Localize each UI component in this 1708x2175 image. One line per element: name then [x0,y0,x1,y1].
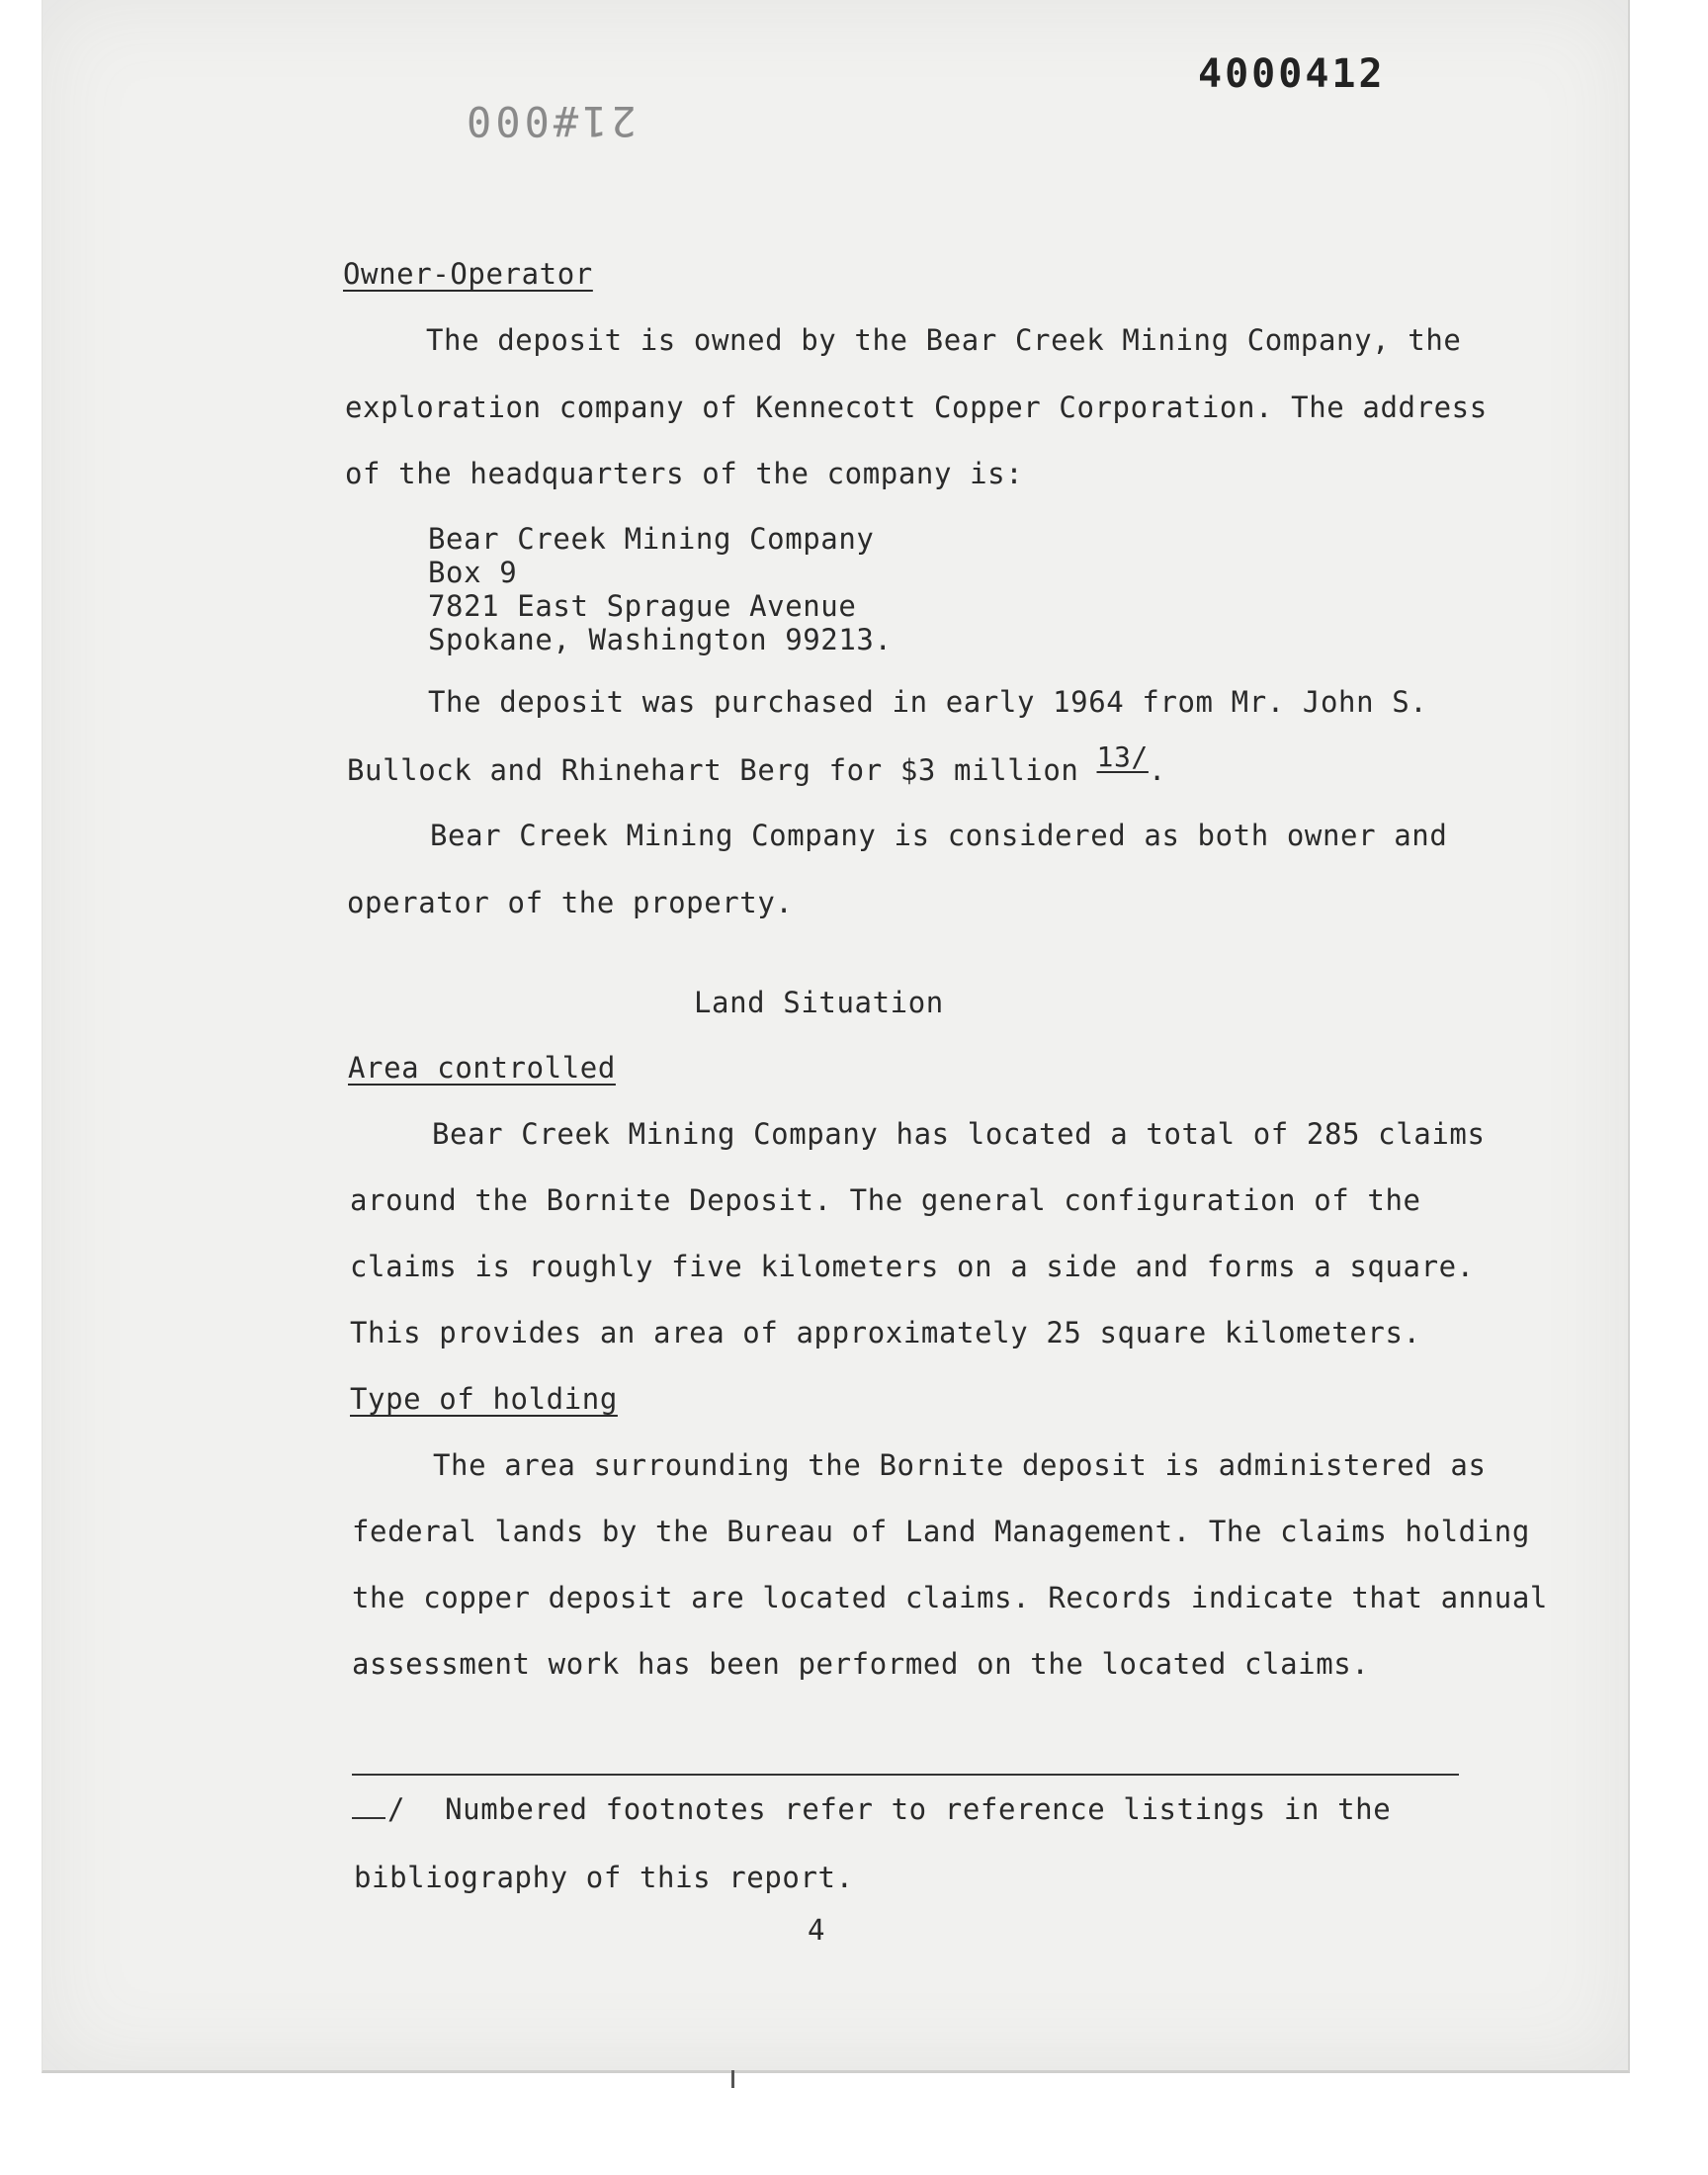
paragraph-line-with-footnote [347,740,1166,787]
footnote-reference: 13/ [1096,740,1149,773]
footnote-separator [352,1774,1459,1776]
binding-mark [731,2070,734,2088]
paragraph-line: The deposit was purchased in early 1964 from Mr. John S. [428,685,1428,719]
footnote-text: Numbered footnotes refer to reference listings in the [445,1792,1392,1826]
address-line: Bear Creek Mining Company [428,522,875,556]
page-number: 4 [808,1913,826,1947]
paragraph-line: exploration company of Kennecott Copper Corporation. The address [345,391,1488,424]
address-line: Box 9 [428,556,518,589]
document-number-stamp: 4000412 [1198,51,1386,97]
owner-operator-heading: Owner-Operator [343,257,593,291]
paragraph-line: of the headquarters of the company is: [345,457,1024,490]
paragraph-line: operator of the property. [347,886,794,919]
paragraph-line: The deposit is owned by the Bear Creek Mining Company, the [426,323,1462,357]
footnote-number-blank [352,1793,385,1819]
area-controlled-heading: Area controlled [348,1051,616,1085]
footnote-line [352,1792,1391,1826]
footnote-line: bibliography of this report. [354,1861,854,1894]
paper-sheet [42,0,1630,2073]
paragraph-line: This provides an area of approximately 25 square kilometers. [350,1316,1421,1349]
faint-bleed-through-stamp: 21#000 [463,97,637,145]
paragraph-line: the copper deposit are located claims. Records indicate that annual [352,1581,1548,1614]
paragraph-line: Bear Creek Mining Company is considered as both owner and [430,819,1448,852]
footnote-marker: / [387,1792,406,1826]
paragraph-line: assessment work has been performed on the located claims. [352,1647,1370,1681]
paragraph-line: The area surrounding the Bornite deposit is administered as [433,1448,1487,1482]
type-of-holding-heading: Type of holding [350,1382,618,1416]
paragraph-line: federal lands by the Bureau of Land Management. The claims holding [352,1515,1530,1548]
paragraph-line: Bear Creek Mining Company has located a total of 285 claims [432,1117,1486,1151]
paragraph-text: Bullock and Rhinehart Berg for $3 million [347,753,1079,787]
sentence-end: . [1148,753,1166,787]
paragraph-line: around the Bornite Deposit. The general configuration of the [350,1183,1421,1217]
address-line: 7821 East Sprague Avenue [428,589,857,623]
land-situation-title: Land Situation [694,986,944,1019]
address-line: Spokane, Washington 99213. [428,623,893,656]
paragraph-line: claims is roughly five kilometers on a side and forms a square. [350,1250,1475,1283]
